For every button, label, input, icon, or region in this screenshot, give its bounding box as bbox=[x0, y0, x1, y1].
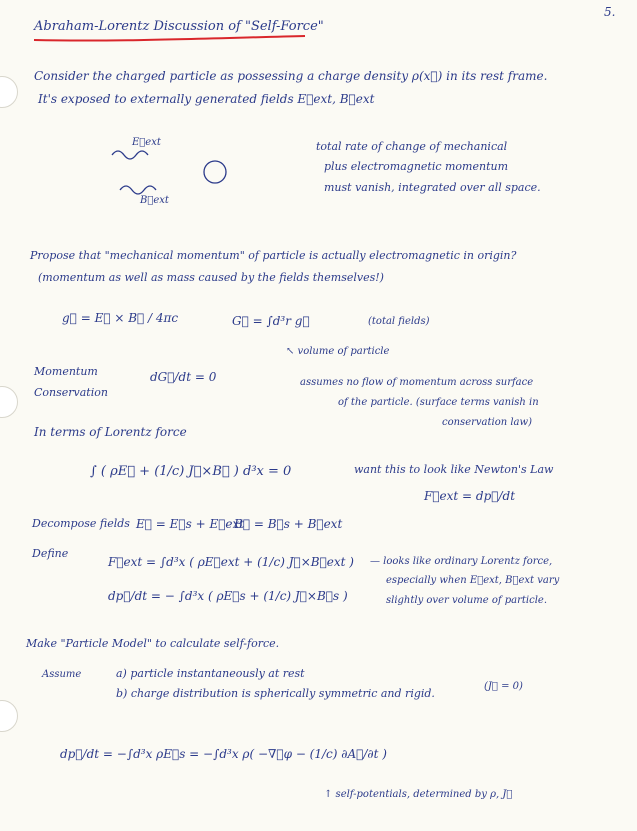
define-label: Define bbox=[32, 547, 69, 560]
page-number: 5. bbox=[604, 5, 616, 19]
looks-note-3: slightly over volume of particle. bbox=[386, 595, 548, 606]
sketch-note-1: total rate of change of mechanical bbox=[316, 140, 508, 153]
intro-line-1: Consider the charged particle as possessing a charge density ρ(x⃗) in its rest frame. bbox=[34, 69, 548, 83]
final-equation: dp⃗/dt = −∫d³x ρE⃗s = −∫d³x ρ( −∇⃗φ − (1/c) ∂A⃗/∂t ) bbox=[60, 747, 387, 761]
dpdt-equation: dp⃗/dt = − ∫d³x ( ρE⃗s + (1/c) J⃗×B⃗s ) bbox=[108, 589, 348, 603]
binder-hole-middle bbox=[0, 386, 18, 418]
page-title: Abraham-Lorentz Discussion of "Self-Force" bbox=[34, 19, 324, 34]
assume-b: b) charge distribution is spherically symmetric and rigid. bbox=[116, 687, 435, 700]
j-zero-note: (J⃗ = 0) bbox=[484, 681, 523, 692]
g-definition: g⃗ = E⃗ × B⃗ / 4πc bbox=[62, 311, 179, 325]
newton-equation: F⃗ext = dp⃗/dt bbox=[424, 489, 516, 503]
sketch-note-2: plus electromagnetic momentum bbox=[324, 160, 509, 173]
momentum-equation: dG⃗/dt = 0 bbox=[150, 370, 217, 384]
lorentz-equation: ∫ ( ρE⃗ + (1/c) J⃗×B⃗ ) d³x = 0 bbox=[90, 464, 292, 479]
assume-note-2: of the particle. (surface terms vanish in bbox=[338, 397, 539, 408]
G-note: (total fields) bbox=[368, 316, 430, 327]
fext-equation: F⃗ext = ∫d³x ( ρE⃗ext + (1/c) J⃗×B⃗ext ) bbox=[108, 555, 354, 569]
assume-a: a) particle instantaneously at rest bbox=[116, 667, 305, 680]
momentum-label-1: Momentum bbox=[34, 365, 98, 378]
binder-hole-bottom bbox=[0, 700, 18, 732]
decompose-label: Decompose fields bbox=[32, 517, 130, 530]
looks-note-1: — looks like ordinary Lorentz force, bbox=[370, 556, 553, 567]
final-note: ↑ self-potentials, determined by ρ, J⃗ bbox=[324, 789, 513, 800]
propose-line-2: (momentum as well as mass caused by the fields themselves!) bbox=[38, 271, 384, 284]
newton-note: want this to look like Newton's Law bbox=[354, 463, 554, 476]
intro-line-2: It's exposed to externally generated fields E⃗ext, B⃗ext bbox=[38, 92, 375, 106]
binder-hole-top bbox=[0, 76, 18, 108]
assume-note-3: conservation law) bbox=[442, 417, 532, 428]
model-heading: Make "Particle Model" to calculate self-force. bbox=[26, 637, 280, 650]
assume-note-1: assumes no flow of momentum across surface bbox=[300, 377, 534, 388]
assume-label: Assume bbox=[42, 669, 82, 680]
sketch-b-label: B⃗ext bbox=[140, 195, 169, 206]
sketch-note-3: must vanish, integrated over all space. bbox=[324, 181, 541, 194]
decompose-e: E⃗ = E⃗s + E⃗ext bbox=[136, 517, 245, 531]
G-definition: G⃗ = ∫d³r g⃗ bbox=[232, 314, 310, 328]
decompose-b: B⃗ = B⃗s + B⃗ext bbox=[234, 517, 343, 531]
sketch-e-label: E⃗ext bbox=[132, 137, 161, 148]
lorentz-heading: In terms of Lorentz force bbox=[34, 425, 187, 439]
volume-note: ↖ volume of particle bbox=[286, 346, 390, 357]
looks-note-2: especially when E⃗ext, B⃗ext vary bbox=[386, 575, 560, 586]
momentum-label-2: Conservation bbox=[34, 386, 108, 399]
propose-line-1: Propose that "mechanical momentum" of particle is actually electromagnetic in origin? bbox=[30, 249, 517, 262]
